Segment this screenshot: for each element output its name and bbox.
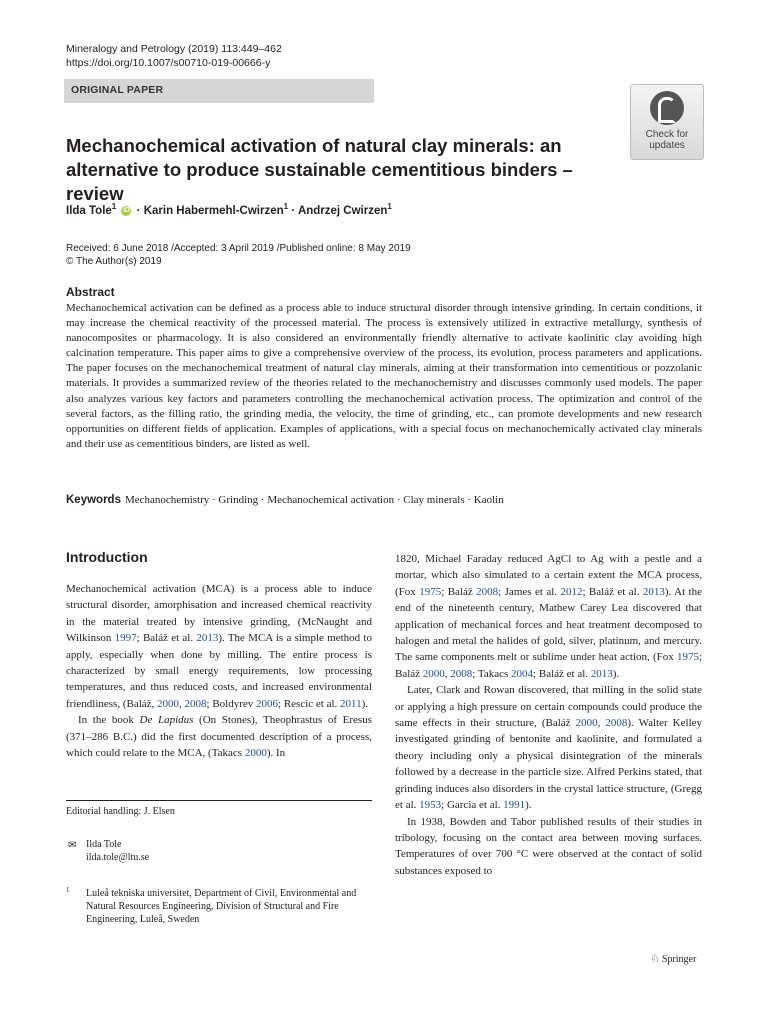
text-run: ; Takacs [472,667,512,680]
text-run: 1820, Michael Faraday reduced AgCl to Ag with a pestle and a mortar, which also simulated to a certain extent the MCA process, (Fox [395,553,702,598]
citation-link[interactable]: 2008 [450,667,473,680]
text-run: ; Rescic et al. [278,697,341,710]
affiliation-number: 1 [66,886,70,894]
check-for-updates-label: Check for updates [645,129,689,151]
citation-link[interactable]: 2011 [340,697,362,710]
badge-label: ORIGINAL PAPER [71,84,164,96]
journal-citation: Mineralogy and Petrology (2019) 113:449–462 [66,43,282,55]
abstract-heading: Abstract [66,285,115,299]
text-run: ; Baláž et al. [136,632,197,645]
citation-link[interactable]: 2013 [196,632,219,645]
body-column-right [395,551,702,879]
abstract-text: Mechanochemical activation can be defined as a process able to induce structural disorder through intensive grinding. In certain conditions, it may increase the chemical reactivity of the processed material. The process is extensively utilized in extractive metallurgy, synthesis of nanocomposites or pharmacology. It is also considered an environmentally friendly alternative to activate kaolinitic clay avoiding high calcination temperature. This paper aims to give a comprehensive overview of the process, its evolution, process parameters and applications. The paper focuses on the mechanochemical treatment of natural clay minerals, aiming at their transformation into cementitious or pozzolanic materials. It provides a summarized review of the theories related to the mechanochemistry and discusses commonly used models. The paper also analyzes various key factors and parameters controlling the mechanochemical activation process. The optimization and control of the several factors, as the filling ratio, the grinding media, the velocity, the time of grinding, etc., can promote developments and new research opportunities on different fields of application. Examples of applications, with a special focus on mechanochemically activated clay minerals and their use as cementitious binders, are listed as well. [66,302,702,450]
keywords [66,494,702,506]
mail-icon: ✉ [68,840,77,851]
text-run: ). Walter Kelley investigated grinding of bentonite and kaolinite, and formulated a theory including only a physical disintegration of the minerals followed by a decrease in the particle size. Alfred Perkins stated, that grinding induces also disorders in the crystal lattice structure, (Gregg et al. [395,717,703,812]
citation-link[interactable]: 2008 [476,585,499,598]
text-run: ). [525,799,532,812]
citation-link[interactable]: 2000 [244,747,267,760]
text-run: ). The MCA is a simple method to apply, especially when done by milling. The entire process is characterized by small energy requirements, low processing temperatures, and thus reduced costs, and increased environmental friendliness, (Baláž, [66,632,372,710]
footnote-divider [66,800,372,801]
author-list: Ilda Tole$^1$ iD · Karin Habermehl-Cwirzen$^1$ · Andrzej Cwirzen$^1$ [66,202,392,217]
author-name[interactable]: Andrzej Cwirzen [297,204,388,217]
text-run: (On Stones), Theophrastus of Eresus (371–286 B.C.) did the first documented description of a process, which could relate to the MCA, (Takacs [66,714,372,760]
body-column-left [66,581,372,761]
crossmark-icon [650,91,684,125]
contact-name: Ilda Tole [86,839,122,850]
text-run: ). In [266,747,286,760]
text-run: ). At the end of the nineteenth century, Mathew Carey Lea discovered that application of mechanical forces and heat treatment decomposed to halogen and metal the halides of gold, silver, platinum, and mercury. The same components melt or sublime under heat action, (Fox [395,585,702,664]
text-run: ; Baláž et al. [582,585,643,598]
article-title: Mechanochemical activation of natural clay minerals: an alternative to produce sustainable cementitious binders – review [66,135,573,204]
springer-horse-icon: ♘ [650,953,660,965]
affiliation: Luleå tekniska universitet, Department of Civil, Environmental and Natural Resources Engineering, Division of Structural and Fire Engineering, Luleå, Sweden [86,888,357,925]
text-run: ; Boldyrev [206,697,257,710]
citation-link[interactable]: 2013 [590,667,613,680]
citation-link[interactable]: 2000 [422,667,445,680]
text-run: ). [612,667,620,680]
citation-link[interactable]: 1991 [503,799,526,812]
citation-link[interactable]: 2008 [184,697,207,710]
keywords-list: Mechanochemistry · Grinding · Mechanochemical activation · Clay minerals · Kaolin [124,494,504,506]
text-run: ; Baláž [441,585,477,598]
publisher-name: Springer [661,954,697,965]
citation-link[interactable]: 1975 [676,651,699,664]
corresponding-author [86,838,149,864]
citation-link[interactable]: 2012 [560,585,583,598]
text-run: ). [361,697,369,710]
text-run: Mechanochemical activation (MCA) is a process able to induce structural disorder, amorphisation and increased chemical reactivity in the material treated by intensive grinding, (McNaught and Wilkinson [66,583,372,645]
text-run: ; Baláž et al. [533,667,591,680]
citation-link[interactable]: 1975 [419,585,442,598]
text-run: ; Baláž [395,651,702,680]
italic-text: De Lapidus [139,714,194,727]
citation-link[interactable]: 2000 [157,697,180,710]
check-for-updates-button[interactable] [630,84,704,160]
text-run: , [179,697,185,710]
text-run: ; James et al. [498,585,561,598]
paragraph [66,712,372,761]
text-run: ; Garcia et al. [441,799,504,812]
section-heading-introduction: Introduction [66,549,148,565]
citation-link[interactable]: 2000 [575,717,598,730]
publisher-logo [650,952,696,965]
article-type-badge [64,79,374,103]
paragraph [395,551,702,682]
paragraph [395,682,702,813]
doi-link[interactable]: https://doi.org/10.1007/s00710-019-00666-y [66,57,271,69]
author-name[interactable]: Karin Habermehl-Cwirzen [143,204,284,217]
paragraph [395,814,702,880]
citation-link[interactable]: 2008 [605,717,628,730]
text-run: , [444,667,451,680]
keywords-label: Keywords [66,494,121,506]
citation-link[interactable]: 2013 [642,585,665,598]
citation-link[interactable]: 2006 [256,697,279,710]
citation-link[interactable]: 1997 [114,632,137,645]
text-run: In 1938, Bowden and Tabor published results of their studies in tribology, focusing on the contact area between moving surfaces. Temperatures of over 700 °C were observed at the contact of solid substances exposed to [395,815,702,877]
text-run: , [597,717,606,730]
citation-link[interactable]: 1953 [419,799,442,812]
orcid-icon[interactable]: iD [122,206,130,214]
publication-dates: Received: 6 June 2018 /Accepted: 3 April 2019 /Published online: 8 May 2019 [66,243,411,254]
editorial-handling: Editorial handling: J. Elsen [66,806,175,817]
citation-link[interactable]: 2004 [511,667,534,680]
paragraph [66,581,372,712]
contact-email[interactable]: ilda.tole@ltu.se [86,852,150,863]
author-name[interactable]: Ilda Tole [66,204,112,217]
text-run: Later, Clark and Rowan discovered, that milling in the solid state or applying a high pressure on certain compounds could produce the same effects in their structure, (Baláž [395,684,702,730]
text-run: In the book [78,714,140,727]
copyright-notice: © The Author(s) 2019 [66,256,162,267]
